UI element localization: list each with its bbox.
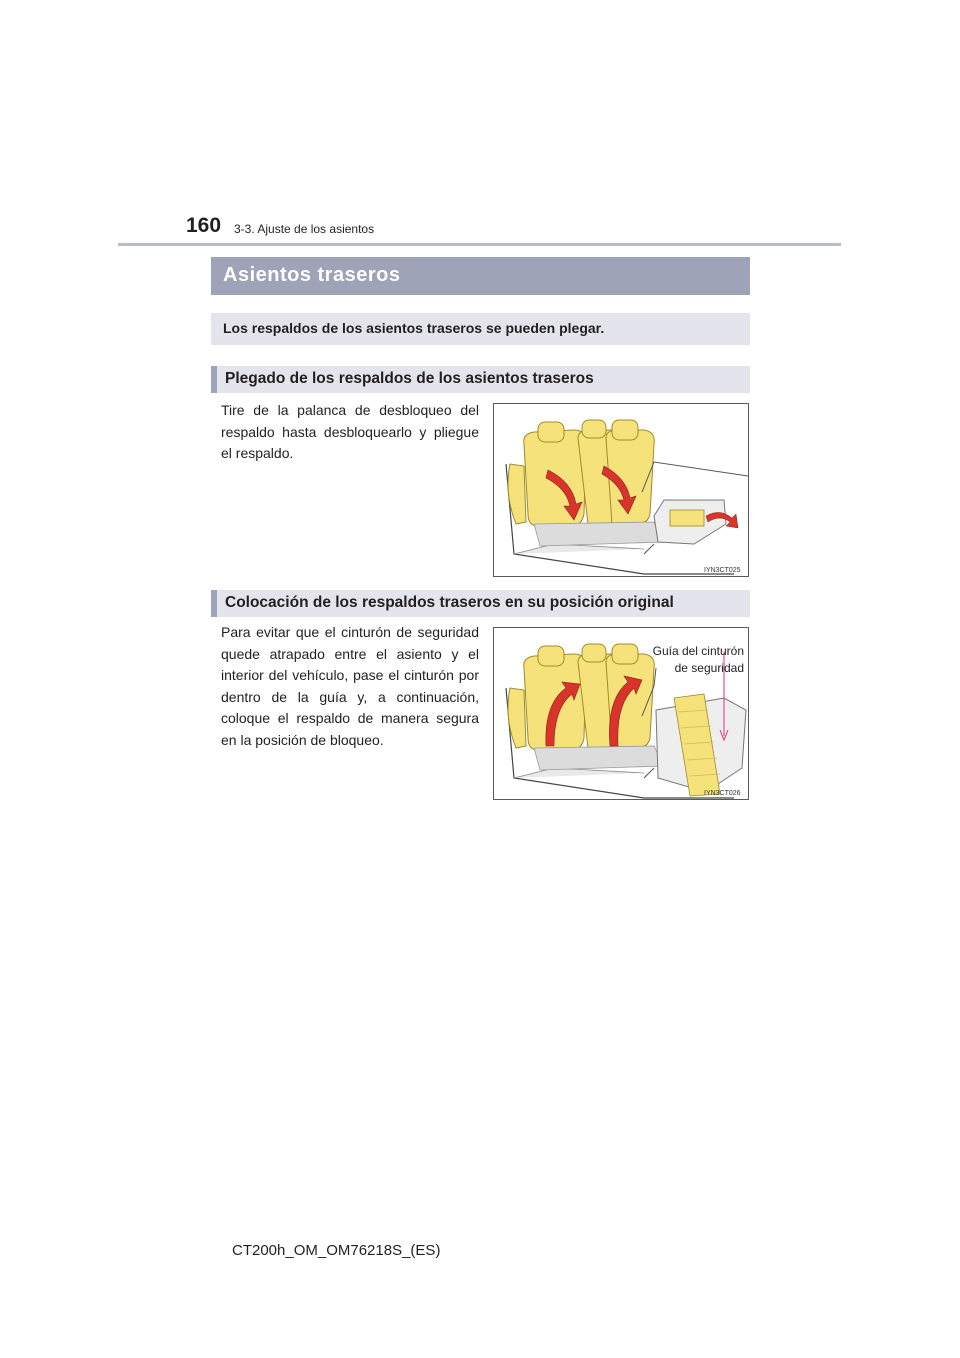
section-heading-original-position — [211, 590, 750, 617]
callout-label-line1: Guía del cinturón — [652, 644, 744, 658]
section-heading-text: Colocación de los respaldos traseros en su posición original — [225, 594, 674, 611]
header-divider — [118, 243, 841, 246]
intro-text: Los respaldos de los asientos traseros se pueden plegar. — [223, 320, 605, 336]
folding-seats-illustration — [494, 404, 749, 577]
page-title: Asientos traseros — [223, 264, 401, 286]
section-text-folding: Tire de la palanca de desbloqueo del respaldo hasta desbloquearlo y pliegue el respaldo. — [221, 402, 479, 461]
section-heading-folding — [211, 366, 750, 393]
section-heading-text: Plegado de los respaldos de los asientos traseros — [225, 370, 594, 387]
page-number: 160 — [186, 214, 222, 237]
returning-seats-illustration — [494, 628, 749, 800]
figure-code-label: IYN3CT026 — [704, 790, 741, 797]
figure-folding-seats — [493, 403, 749, 577]
section-reference: 3-3. Ajuste de los asientos — [234, 222, 375, 236]
figure-returning-seats — [493, 627, 749, 800]
page-title-bar — [211, 257, 750, 295]
footer-document-code: CT200h_OM_OM76218S_(ES) — [232, 1242, 441, 1259]
callout-label-line2: de seguridad — [674, 661, 744, 675]
figure-code-label: IYN3CT025 — [704, 567, 741, 574]
intro-box — [211, 313, 750, 345]
section-text-original-position: Para evitar que el cinturón de seguridad quede atrapado entre el asiento y el interior del vehículo, pase el cinturón por dentro de la guía y, a continuación, coloque el respaldo de manera segura en la posición de bloqueo. — [221, 624, 479, 748]
